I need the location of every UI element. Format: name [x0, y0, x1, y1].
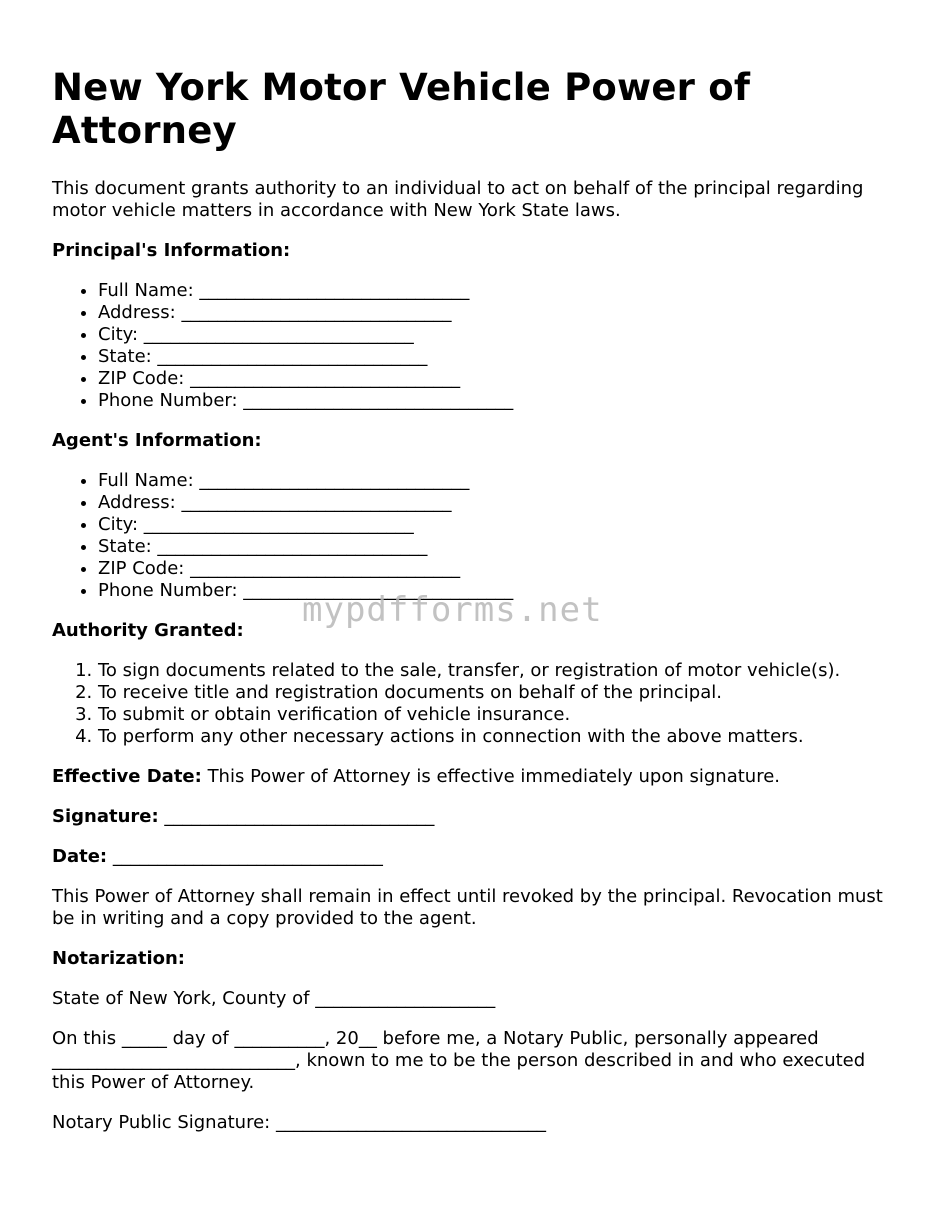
notary-county-line: State of New York, County of ____________________	[52, 988, 496, 1009]
agent-heading: Agent's Information:	[52, 430, 262, 451]
date-line	[52, 846, 892, 868]
signature-line	[52, 806, 892, 828]
authority-item: 3. To submit or obtain verification of vehicle insurance.	[98, 704, 892, 726]
agent-address-field: • Address: ______________________________	[98, 492, 892, 514]
effective-date-label: Effective Date:	[52, 766, 202, 787]
effective-date-paragraph	[52, 766, 892, 788]
agent-state-field: • State: ______________________________	[98, 536, 892, 558]
agent-full-name-field: • Full Name: ______________________________	[98, 470, 892, 492]
document-title: New York Motor Vehicle Power of Attorney	[52, 66, 751, 152]
principal-fields-list	[52, 280, 892, 412]
authority-heading: Authority Granted:	[52, 620, 244, 641]
date-label: Date:	[52, 846, 108, 867]
agent-city-field: • City: ______________________________	[98, 514, 892, 536]
agent-zip-field: • ZIP Code: ______________________________	[98, 558, 892, 580]
principal-heading: Principal's Information:	[52, 240, 291, 261]
principal-state-field: • State: ______________________________	[98, 346, 892, 368]
signature-label: Signature:	[52, 806, 159, 827]
notarization-heading: Notarization:	[52, 948, 186, 969]
authority-item: 1. To sign documents related to the sale, transfer, or registration of motor vehicle(s).	[98, 660, 892, 682]
authority-item: 2. To receive title and registration documents on behalf of the principal.	[98, 682, 892, 704]
intro-paragraph: This document grants authority to an individual to act on behalf of the principal regarding motor vehicle matters in accordance with New York State laws.	[52, 178, 864, 221]
authority-item: 4. To perform any other necessary actions in connection with the above matters.	[98, 726, 892, 748]
signature-blank: ______________________________	[158, 806, 435, 827]
agent-phone-field: • Phone Number: ______________________________	[98, 580, 892, 602]
principal-phone-field: • Phone Number: ______________________________	[98, 390, 892, 412]
notary-appearance-paragraph: On this _____ day of __________, 20__ before me, a Notary Public, personally appeared ___________________________, known to me to be the person described in and who executed this Power of Attorney.	[52, 1028, 866, 1093]
effective-date-text: This Power of Attorney is effective immediately upon signature.	[201, 766, 780, 787]
agent-fields-list	[52, 470, 892, 602]
watermark: mypdfforms.net	[302, 590, 603, 630]
principal-address-field: • Address: ______________________________	[98, 302, 892, 324]
principal-full-name-field: • Full Name: ______________________________	[98, 280, 892, 302]
notary-signature-line: Notary Public Signature: ______________________________	[52, 1112, 546, 1133]
document-page	[52, 66, 892, 1152]
principal-city-field: • City: ______________________________	[98, 324, 892, 346]
principal-zip-field: • ZIP Code: ______________________________	[98, 368, 892, 390]
authority-list	[52, 660, 892, 748]
revocation-paragraph: This Power of Attorney shall remain in effect until revoked by the principal. Revocation must be in writing and a copy provided to the agent.	[52, 886, 883, 929]
date-blank: ______________________________	[107, 846, 383, 867]
